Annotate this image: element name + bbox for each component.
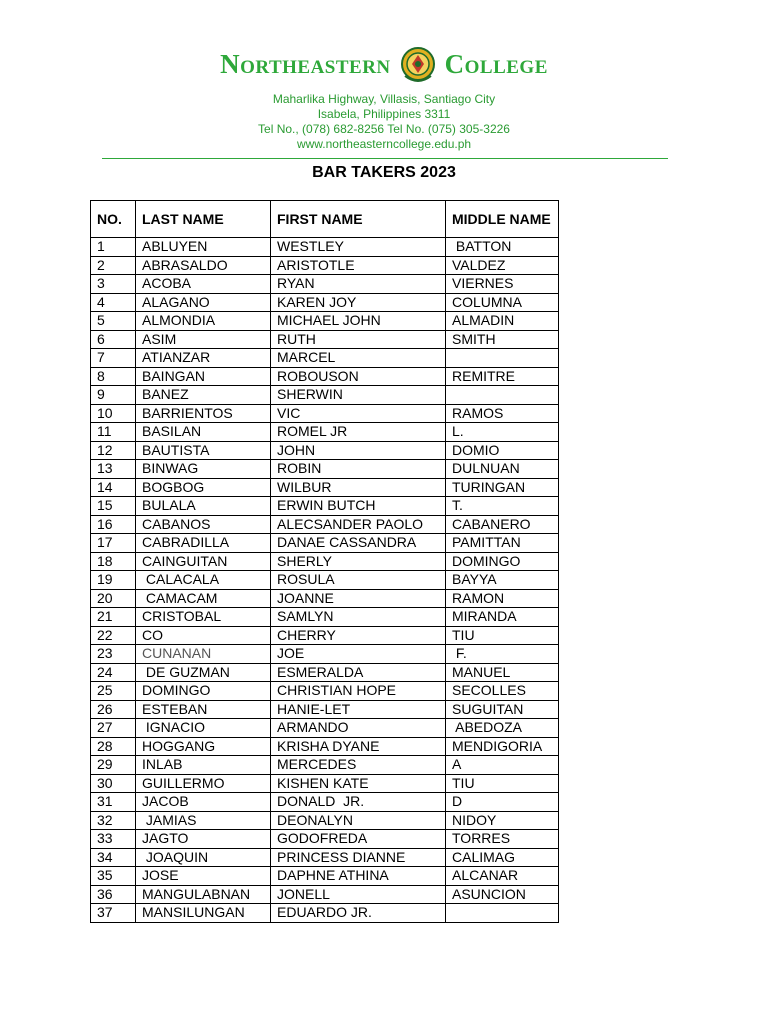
- first-name-cell: ARISTOTLE: [271, 256, 446, 275]
- last-name-cell: ASIM: [136, 330, 271, 349]
- table-row: [91, 830, 559, 849]
- first-name-cell: EDUARDO JR.: [271, 904, 446, 923]
- first-name-cell: JOHN: [271, 441, 446, 460]
- address-line: Isabela, Philippines 3311: [317, 107, 451, 121]
- first-name-cell: DONALD JR.: [271, 793, 446, 812]
- middle-name-cell: MIRANDA: [446, 608, 559, 627]
- middle-name-cell: CALIMAG: [446, 848, 559, 867]
- brand-name-left: Northeastern: [220, 48, 391, 79]
- last-name-cell: CAINGUITAN: [136, 552, 271, 571]
- table-row: [91, 441, 559, 460]
- last-name-cell: ESTEBAN: [136, 700, 271, 719]
- table-row: [91, 534, 559, 553]
- first-name-cell: RUTH: [271, 330, 446, 349]
- middle-name-cell: [446, 904, 559, 923]
- first-name-cell: KISHEN KATE: [271, 774, 446, 793]
- first-name-cell: KAREN JOY: [271, 293, 446, 312]
- table-row: [91, 478, 559, 497]
- first-name-cell: ARMANDO: [271, 719, 446, 738]
- row-number: 20: [91, 589, 136, 608]
- row-number: 22: [91, 626, 136, 645]
- table-row: [91, 774, 559, 793]
- row-number: 29: [91, 756, 136, 775]
- table-row: [91, 663, 559, 682]
- middle-name-cell: VALDEZ: [446, 256, 559, 275]
- row-number: 5: [91, 312, 136, 331]
- row-number: 26: [91, 700, 136, 719]
- row-number: 12: [91, 441, 136, 460]
- first-name-cell: JONELL: [271, 885, 446, 904]
- first-name-cell: DEONALYN: [271, 811, 446, 830]
- middle-name-cell: COLUMNA: [446, 293, 559, 312]
- table-row: [91, 682, 559, 701]
- last-name-cell: BAUTISTA: [136, 441, 271, 460]
- website-line: www.northeasterncollege.edu.ph: [296, 137, 472, 151]
- table-row: [91, 293, 559, 312]
- first-name-cell: ERWIN BUTCH: [271, 497, 446, 516]
- table-row: [91, 330, 559, 349]
- college-brand: [0, 44, 768, 84]
- table-row: [91, 460, 559, 479]
- row-number: 27: [91, 719, 136, 738]
- first-name-cell: KRISHA DYANE: [271, 737, 446, 756]
- table-row: [91, 571, 559, 590]
- row-number: 34: [91, 848, 136, 867]
- first-name-cell: MERCEDES: [271, 756, 446, 775]
- middle-name-cell: ASUNCION: [446, 885, 559, 904]
- last-name-cell: CALACALA: [136, 571, 271, 590]
- first-name-cell: JOE: [271, 645, 446, 664]
- table-row: [91, 737, 559, 756]
- row-number: 13: [91, 460, 136, 479]
- first-name-cell: SHERWIN: [271, 386, 446, 405]
- table-row: [91, 423, 559, 442]
- middle-name-cell: ABEDOZA: [446, 719, 559, 738]
- first-name-cell: ESMERALDA: [271, 663, 446, 682]
- first-name-cell: ROBOUSON: [271, 367, 446, 386]
- table-row: [91, 552, 559, 571]
- last-name-cell: ACOBA: [136, 275, 271, 294]
- last-name-cell: INLAB: [136, 756, 271, 775]
- middle-name-cell: VIERNES: [446, 275, 559, 294]
- last-name-cell: HOGGANG: [136, 737, 271, 756]
- middle-name-cell: DULNUAN: [446, 460, 559, 479]
- middle-name-cell: TIU: [446, 626, 559, 645]
- row-number: 9: [91, 386, 136, 405]
- middle-name-cell: DOMINGO: [446, 552, 559, 571]
- table-body: [91, 238, 559, 923]
- page-title: BAR TAKERS 2023: [312, 164, 456, 181]
- first-name-cell: MARCEL: [271, 349, 446, 368]
- last-name-cell: DOMINGO: [136, 682, 271, 701]
- last-name-cell: CABANOS: [136, 515, 271, 534]
- table-row: [91, 867, 559, 886]
- table-row: [91, 811, 559, 830]
- table-row: [91, 700, 559, 719]
- first-name-cell: PRINCESS DIANNE: [271, 848, 446, 867]
- first-name-cell: SAMLYN: [271, 608, 446, 627]
- middle-name-cell: REMITRE: [446, 367, 559, 386]
- table-row: [91, 904, 559, 923]
- first-name-cell: ROMEL JR: [271, 423, 446, 442]
- last-name-cell: CRISTOBAL: [136, 608, 271, 627]
- middle-name-cell: D: [446, 793, 559, 812]
- last-name-cell: ABLUYEN: [136, 238, 271, 257]
- first-name-cell: CHRISTIAN HOPE: [271, 682, 446, 701]
- middle-name-cell: NIDOY: [446, 811, 559, 830]
- last-name-cell: CUNANAN: [136, 645, 271, 664]
- first-name-cell: VIC: [271, 404, 446, 423]
- college-seal-icon: [401, 44, 435, 84]
- table-row: [91, 645, 559, 664]
- first-name-cell: WILBUR: [271, 478, 446, 497]
- first-name-cell: ROSULA: [271, 571, 446, 590]
- middle-name-cell: F.: [446, 645, 559, 664]
- phone-line: Tel No., (078) 682-8256 Tel No. (075) 305-3226: [258, 122, 510, 136]
- row-number: 8: [91, 367, 136, 386]
- row-number: 17: [91, 534, 136, 553]
- table-row: [91, 275, 559, 294]
- table-row: [91, 848, 559, 867]
- first-name-cell: ROBIN: [271, 460, 446, 479]
- last-name-cell: ALMONDIA: [136, 312, 271, 331]
- last-name-cell: JOAQUIN: [136, 848, 271, 867]
- middle-name-cell: BATTON: [446, 238, 559, 257]
- row-number: 15: [91, 497, 136, 516]
- first-name-cell: DANAE CASSANDRA: [271, 534, 446, 553]
- last-name-cell: JACOB: [136, 793, 271, 812]
- middle-name-cell: ALCANAR: [446, 867, 559, 886]
- row-number: 1: [91, 238, 136, 257]
- first-name-cell: WESTLEY: [271, 238, 446, 257]
- table-row: [91, 256, 559, 275]
- address-block: [0, 92, 768, 152]
- last-name-cell: ALAGANO: [136, 293, 271, 312]
- middle-name-cell: CABANERO: [446, 515, 559, 534]
- row-number: 2: [91, 256, 136, 275]
- last-name-cell: JOSE: [136, 867, 271, 886]
- table-row: [91, 589, 559, 608]
- table-row: [91, 367, 559, 386]
- column-header-middle-name: MIDDLE NAME: [446, 201, 559, 238]
- middle-name-cell: [446, 386, 559, 405]
- row-number: 21: [91, 608, 136, 627]
- middle-name-cell: [446, 349, 559, 368]
- table-row: [91, 885, 559, 904]
- last-name-cell: IGNACIO: [136, 719, 271, 738]
- last-name-cell: BULALA: [136, 497, 271, 516]
- row-number: 30: [91, 774, 136, 793]
- row-number: 25: [91, 682, 136, 701]
- last-name-cell: ATIANZAR: [136, 349, 271, 368]
- last-name-cell: BANEZ: [136, 386, 271, 405]
- row-number: 7: [91, 349, 136, 368]
- row-number: 19: [91, 571, 136, 590]
- table-row: [91, 497, 559, 516]
- first-name-cell: RYAN: [271, 275, 446, 294]
- first-name-cell: GODOFREDA: [271, 830, 446, 849]
- letterhead: [0, 44, 768, 152]
- middle-name-cell: TIU: [446, 774, 559, 793]
- row-number: 31: [91, 793, 136, 812]
- table-row: [91, 404, 559, 423]
- middle-name-cell: TORRES: [446, 830, 559, 849]
- first-name-cell: ALECSANDER PAOLO: [271, 515, 446, 534]
- row-number: 24: [91, 663, 136, 682]
- last-name-cell: MANGULABNAN: [136, 885, 271, 904]
- middle-name-cell: MANUEL: [446, 663, 559, 682]
- middle-name-cell: T.: [446, 497, 559, 516]
- table-row: [91, 349, 559, 368]
- last-name-cell: JAMIAS: [136, 811, 271, 830]
- last-name-cell: CABRADILLA: [136, 534, 271, 553]
- table-row: [91, 515, 559, 534]
- last-name-cell: BOGBOG: [136, 478, 271, 497]
- last-name-cell: DE GUZMAN: [136, 663, 271, 682]
- row-number: 4: [91, 293, 136, 312]
- middle-name-cell: SMITH: [446, 330, 559, 349]
- middle-name-cell: RAMOS: [446, 404, 559, 423]
- last-name-cell: BASILAN: [136, 423, 271, 442]
- middle-name-cell: ALMADIN: [446, 312, 559, 331]
- row-number: 6: [91, 330, 136, 349]
- last-name-cell: BINWAG: [136, 460, 271, 479]
- row-number: 10: [91, 404, 136, 423]
- column-header-last-name: LAST NAME: [136, 201, 271, 238]
- column-header-first-name: FIRST NAME: [271, 201, 446, 238]
- row-number: 36: [91, 885, 136, 904]
- table-row: [91, 238, 559, 257]
- middle-name-cell: SUGUITAN: [446, 700, 559, 719]
- row-number: 3: [91, 275, 136, 294]
- last-name-cell: GUILLERMO: [136, 774, 271, 793]
- first-name-cell: CHERRY: [271, 626, 446, 645]
- first-name-cell: MICHAEL JOHN: [271, 312, 446, 331]
- last-name-cell: BAINGAN: [136, 367, 271, 386]
- first-name-cell: HANIE-LET: [271, 700, 446, 719]
- row-number: 18: [91, 552, 136, 571]
- brand-name-right: College: [444, 48, 548, 79]
- table-row: [91, 719, 559, 738]
- last-name-cell: CAMACAM: [136, 589, 271, 608]
- row-number: 28: [91, 737, 136, 756]
- row-number: 37: [91, 904, 136, 923]
- table-row: [91, 386, 559, 405]
- table-header-row: [91, 201, 559, 238]
- middle-name-cell: A: [446, 756, 559, 775]
- header-divider: [102, 158, 668, 159]
- row-number: 33: [91, 830, 136, 849]
- row-number: 32: [91, 811, 136, 830]
- last-name-cell: ABRASALDO: [136, 256, 271, 275]
- middle-name-cell: PAMITTAN: [446, 534, 559, 553]
- row-number: 23: [91, 645, 136, 664]
- table-row: [91, 756, 559, 775]
- address-line: Maharlika Highway, Villasis, Santiago City: [272, 92, 496, 106]
- first-name-cell: SHERLY: [271, 552, 446, 571]
- middle-name-cell: DOMIO: [446, 441, 559, 460]
- row-number: 11: [91, 423, 136, 442]
- middle-name-cell: L.: [446, 423, 559, 442]
- table-row: [91, 312, 559, 331]
- middle-name-cell: MENDIGORIA: [446, 737, 559, 756]
- middle-name-cell: BAYYA: [446, 571, 559, 590]
- last-name-cell: MANSILUNGAN: [136, 904, 271, 923]
- column-header-no: NO.: [91, 201, 136, 238]
- last-name-cell: CO: [136, 626, 271, 645]
- last-name-cell: BARRIENTOS: [136, 404, 271, 423]
- table-row: [91, 608, 559, 627]
- row-number: 35: [91, 867, 136, 886]
- bar-takers-table: [90, 200, 559, 923]
- middle-name-cell: SECOLLES: [446, 682, 559, 701]
- row-number: 16: [91, 515, 136, 534]
- first-name-cell: DAPHNE ATHINA: [271, 867, 446, 886]
- last-name-cell: JAGTO: [136, 830, 271, 849]
- row-number: 14: [91, 478, 136, 497]
- table-row: [91, 626, 559, 645]
- first-name-cell: JOANNE: [271, 589, 446, 608]
- middle-name-cell: TURINGAN: [446, 478, 559, 497]
- middle-name-cell: RAMON: [446, 589, 559, 608]
- table-row: [91, 793, 559, 812]
